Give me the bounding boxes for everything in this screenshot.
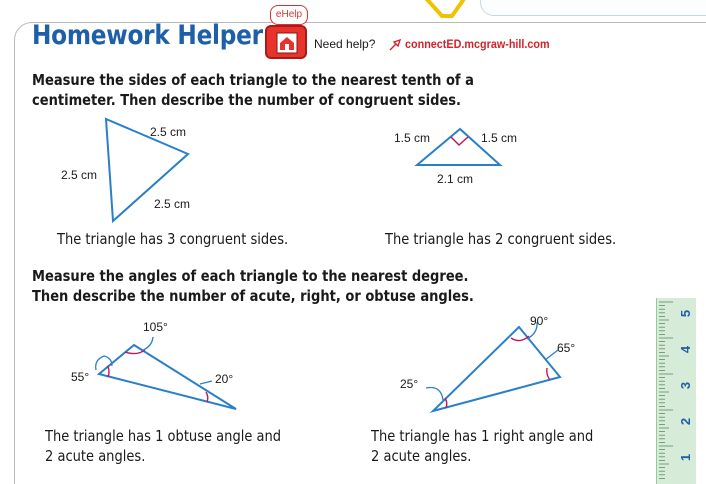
triangle-d (433, 327, 560, 411)
triangle-c-answer-line1: The triangle has 1 obtuse angle and (45, 427, 282, 445)
triangle-c-answer (45, 426, 281, 466)
section1-instructions-line1: Measure the sides of each triangle to the nearest tenth of a (32, 71, 474, 89)
help-link[interactable]: connectED.mcgraw-hill.com (405, 37, 550, 51)
triangle-c-arrow-right (200, 381, 212, 384)
ruler-number-4: 4 (678, 345, 694, 354)
need-help-label: Need help? (314, 37, 376, 51)
triangle-b-label-right: 1.5 cm (481, 131, 518, 145)
triangle-b-label-left: 1.5 cm (394, 131, 431, 145)
triangle-d-arrow-left (426, 388, 443, 401)
triangle-a-label-top: 2.5 cm (150, 125, 187, 139)
ruler-number-5: 5 (678, 309, 694, 318)
triangle-d-answer-line1: The triangle has 1 right angle and (371, 427, 594, 445)
triangle-d-label-right: 65° (557, 341, 576, 355)
triangle-a-label-bottom: 2.5 cm (154, 197, 191, 211)
section2-instructions (32, 266, 474, 306)
section1-instructions-line2: centimeter. Then describe the number of congruent sides. (32, 91, 462, 109)
triangle-a-label-left: 2.5 cm (61, 168, 98, 182)
triangle-b-label-bottom: 2.1 cm (437, 172, 474, 186)
triangle-b-answer: The triangle has 2 congruent sides. (385, 230, 617, 248)
ruler-number-2: 2 (678, 417, 694, 426)
triangle-c-answer-line2: 2 acute angles. (45, 447, 146, 465)
triangle-c-arrow-top (141, 337, 153, 351)
triangle-d-answer-line2: 2 acute angles. (371, 447, 472, 465)
ehelp-tag[interactable]: eHelp (270, 5, 308, 25)
page-title: Homework Helper (32, 20, 263, 51)
triangle-d-answer (371, 426, 593, 466)
triangle-d-label-top: 90° (530, 314, 549, 328)
ruler-number-3: 3 (678, 381, 694, 390)
triangle-d-label-left: 25° (400, 377, 419, 391)
section2-instructions-line1: Measure the angles of each triangle to the nearest degree. (32, 267, 469, 285)
ruler-number-1: 1 (678, 453, 694, 462)
triangle-c-label-right: 20° (215, 372, 234, 386)
triangle-c-label-top: 105° (143, 320, 168, 334)
triangle-a-answer: The triangle has 3 congruent sides. (57, 230, 289, 248)
triangle-c-label-left: 55° (71, 370, 90, 384)
ruler-icon[interactable] (656, 298, 696, 484)
section2-instructions-line2: Then describe the number of acute, right, or obtuse angles. (32, 287, 474, 305)
